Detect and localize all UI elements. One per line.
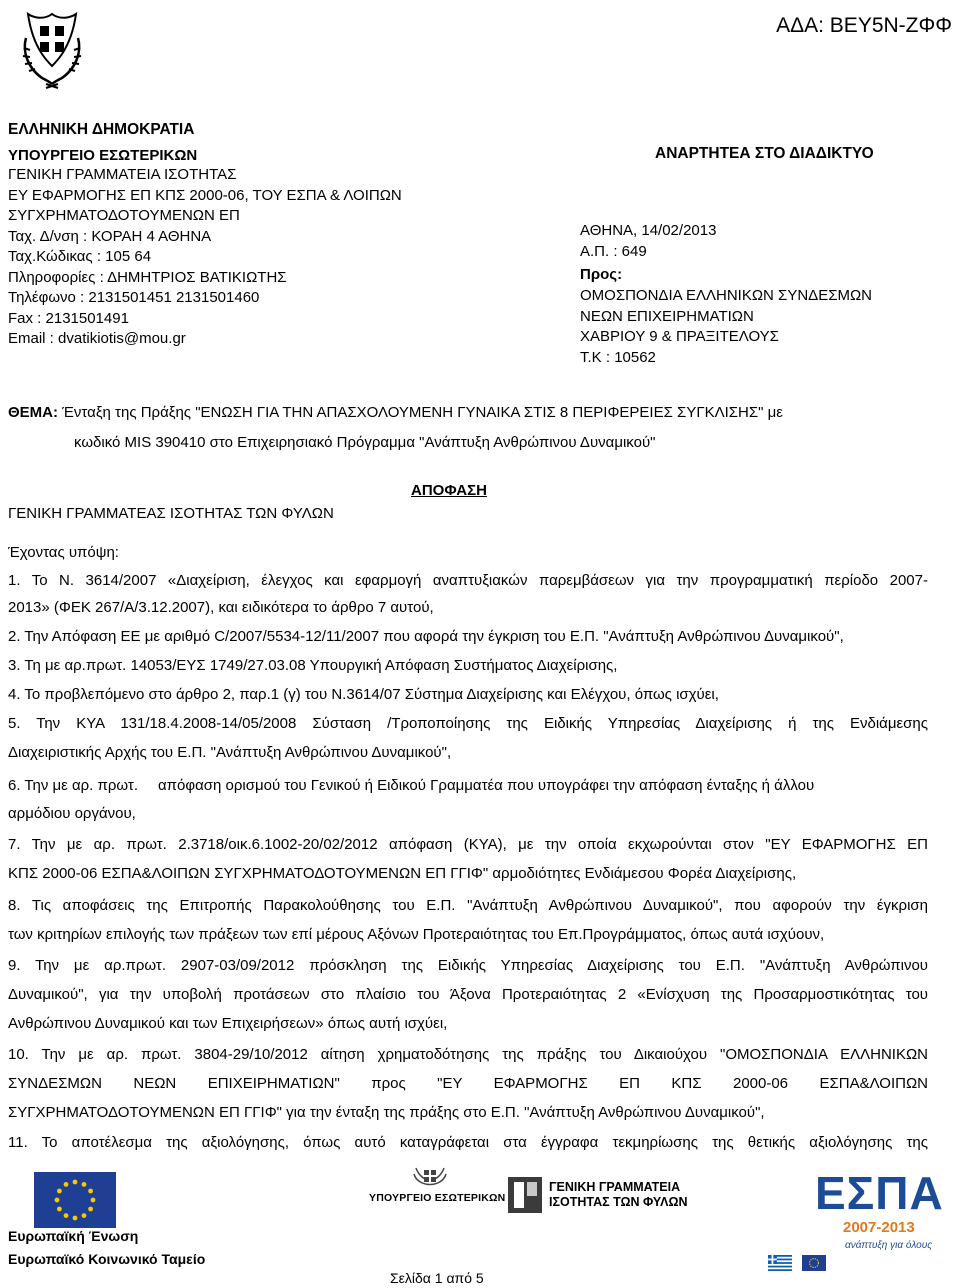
ministry-title: ΥΠΟΥΡΓΕΙΟ ΕΣΩΤΕΡΙΚΩΝ bbox=[8, 147, 198, 164]
list-item: ΚΠΣ 2000-06 ΕΣΠΑ&ΛΟΙΠΩΝ ΣΥΓΧΡΗΜΑΤΟΔΟΤΟΥΜΕΝΩΝ ΕΠ ΓΓΙΦ" αρμοδιότητες Ενδιάμεσου Φορέα Διαχείρισης, bbox=[8, 865, 797, 882]
list-item: 5. Την ΚΥΑ 131/18.4.2008-14/05/2008 Σύσταση /Τροποποίησης της Ειδικής Υπηρεσίας Διαχείρισης ή της Ενδιάμεσης bbox=[8, 715, 928, 732]
greek-flag-icon bbox=[768, 1255, 792, 1271]
greek-emblem-icon bbox=[20, 8, 84, 92]
subject-line-1 bbox=[8, 404, 783, 421]
list-item: 9. Την με αρ.πρωτ. 2907-03/09/2012 πρόσκληση της Ειδικής Υπηρεσίας Διαχείρισης του Ε.Π. "Ανάπτυξη Ανθρώπινου bbox=[8, 957, 928, 974]
list-item: 3. Τη με αρ.πρωτ. 14053/ΕΥΣ 1749/27.03.08 Υπουργική Απόφαση Συστήματος Διαχείρισης, bbox=[8, 657, 618, 674]
recipient-line: ΧΑΒΡΙΟΥ 9 & ΠΡΑΞΙΤΕΛΟΥΣ bbox=[580, 328, 779, 345]
post-notice: ΑΝΑΡΤΗΤΕΑ ΣΤΟ ΔΙΑΔΙΚΤΥΟ bbox=[655, 145, 874, 162]
list-item: Δυναμικού", για την υποβολή προτάσεων στο πλαίσιο του Άξονα Προτεραιότητας 2 «Ενίσχυση της Προσαρμοστικότητας του bbox=[8, 986, 928, 1003]
list-item: 2. Την Απόφαση ΕΕ με αριθμό C/2007/5534-12/11/2007 που αφορά την έγκριση του Ε.Π. "Ανάπτυξη Ανθρώπινου Δυναμικού", bbox=[8, 628, 844, 645]
list-item: αρμόδιου οργάνου, bbox=[8, 805, 136, 822]
esf-label: Ευρωπαϊκό Κοινωνικό Ταμείο bbox=[8, 1251, 206, 1267]
list-item: 1. Το Ν. 3614/2007 «Διαχείριση, έλεγχος και εφαρμογή αναπτυξιακών παρεμβάσεων για την προγραμματική περίοδο 2007- bbox=[8, 572, 928, 589]
protocol-number: Α.Π. : 649 bbox=[580, 243, 647, 260]
list-item: ΣΥΓΧΡΗΜΑΤΟΔΟΤΟΥΜΕΝΩΝ ΕΠ ΓΓΙΦ" για την ένταξη της πράξης στο Ε.Π. "Ανάπτυξη Ανθρώπινου Δυναμικού", bbox=[8, 1104, 765, 1121]
list-item: Ανθρώπινου Δυναμικού και των Επιχειρήσεων» όπως αυτή ισχύει, bbox=[8, 1015, 448, 1032]
gender-equality-line: ΙΣΟΤΗΤΑΣ ΤΩΝ ΦΥΛΩΝ bbox=[549, 1195, 688, 1209]
list-item-6 bbox=[8, 777, 814, 794]
espa-slogan: ανάπτυξη για όλους bbox=[845, 1240, 933, 1251]
espa-logo: ΕΣΠΑ bbox=[815, 1167, 944, 1219]
list-item-text: απόφαση ορισμού του Γενικού ή Ειδικού Γραμματέα που υπογράφει την απόφαση ένταξης ή άλλου bbox=[158, 777, 815, 794]
list-item: 11. Το αποτέλεσμα της αξιολόγησης, όπως αυτό καταγράφεται στα έγγραφα τεκμηρίωσης της θετικής αξιολόγησης της bbox=[8, 1134, 928, 1151]
list-item: 7. Την με αρ. πρωτ. 2.3718/οικ.6.1002-20/02/2012 απόφαση (ΚΥΑ), με την οποία εκχωρούνται στον "ΕΥ ΕΦΑΡΜΟΓΗΣ ΕΠ bbox=[8, 836, 928, 853]
sender-line: ΕΥ ΕΦΑΡΜΟΓΗΣ ΕΠ ΚΠΣ 2000-06, ΤΟΥ ΕΣΠΑ & ΛΟΙΠΩΝ bbox=[8, 186, 402, 204]
sender-line: Πληροφορίες : ΔΗΜΗΤΡΙΟΣ ΒΑΤΙΚΙΩΤΗΣ bbox=[8, 268, 287, 286]
subject-label: ΘΕΜΑ: bbox=[8, 404, 58, 421]
sender-line: Τηλέφωνο : 2131501451 2131501460 bbox=[8, 289, 260, 306]
list-item: των κριτηρίων επιλογής των πράξεων των επί μέρους Αξόνων Προτεραιότητας του Επ.Προγράμματος, όπως αυτά ισχύουν, bbox=[8, 926, 825, 943]
list-item-number: 6. Την με αρ. πρωτ. bbox=[8, 777, 138, 794]
secretary-title: ΓΕΝΙΚΗ ΓΡΑΜΜΑΤΕΑΣ ΙΣΟΤΗΤΑΣ ΤΩΝ ΦΥΛΩΝ bbox=[8, 505, 334, 522]
ministry-logo-text: ΥΠΟΥΡΓΕΙΟ ΕΣΩΤΕΡΙΚΩΝ bbox=[369, 1192, 506, 1204]
ada-code: ΑΔΑ: ΒΕΥ5Ν-ΖΦΦ bbox=[776, 14, 952, 37]
eu-small-flag-icon bbox=[802, 1255, 826, 1271]
eu-flag-icon bbox=[34, 1172, 116, 1228]
list-item: 10. Την με αρ. πρωτ. 3804-29/10/2012 αίτηση χρηματοδότησης της πράξης του Δικαιούχου "ΟΜΟΣΠΟΝΔΙΑ ΕΛΛΗΝΙΚΩΝ bbox=[8, 1046, 928, 1063]
recipient-block bbox=[580, 286, 872, 368]
recipient-line: ΝΕΩΝ ΕΠΙΧΕΙΡΗΜΑΤΙΩΝ bbox=[580, 307, 754, 325]
page-number: Σελίδα 1 από 5 bbox=[390, 1270, 484, 1286]
decision-title: ΑΠΟΦΑΣΗ bbox=[411, 482, 487, 499]
recipient-line: ΟΜΟΣΠΟΝΔΙΑ ΕΛΛΗΝΙΚΩΝ ΣΥΝΔΕΣΜΩΝ bbox=[580, 287, 873, 304]
recipient-line: Τ.Κ : 10562 bbox=[580, 348, 656, 366]
date: ΑΘΗΝΑ, 14/02/2013 bbox=[580, 222, 717, 239]
list-item: 8. Τις αποφάσεις της Επιτροπής Παρακολούθησης του Ε.Π. "Ανάπτυξη Ανθρώπινου Δυναμικού", που αφορούν την έγκριση bbox=[8, 897, 928, 914]
list-item: Διαχειριστικής Αρχής του Ε.Π. "Ανάπτυξη Ανθρώπινου Δυναμικού", bbox=[8, 744, 452, 761]
sender-line: Email : dvatikiotis@mou.gr bbox=[8, 330, 186, 347]
sender-line: ΓΕΝΙΚΗ ΓΡΑΜΜΑΤΕΙΑ ΙΣΟΤΗΤΑΣ bbox=[8, 166, 237, 183]
sender-block bbox=[8, 165, 402, 350]
sender-line: Fax : 2131501491 bbox=[8, 309, 129, 327]
espa-years: 2007-2013 bbox=[843, 1219, 915, 1236]
sender-line: Ταχ.Κώδικας : 105 64 bbox=[8, 248, 152, 265]
gender-equality-logo-text bbox=[549, 1180, 688, 1210]
list-item: ΣΥΝΔΕΣΜΩΝ ΝΕΩΝ ΕΠΙΧΕΙΡΗΜΑΤΙΩΝ" προς "ΕΥ ΕΦΑΡΜΟΓΗΣ ΕΠ ΚΠΣ 2000-06 ΕΣΠΑ&ΛΟΙΠΩΝ bbox=[8, 1075, 928, 1092]
list-item: 4. Το προβλεπόμενο στο άρθρο 2, παρ.1 (γ) του Ν.3614/07 Σύστημα Διαχείρισης και Ελέγχου, όπως ισχύει, bbox=[8, 686, 719, 703]
eu-label: Ευρωπαϊκή Ένωση bbox=[8, 1228, 139, 1244]
gender-equality-logo-icon bbox=[508, 1177, 542, 1213]
ministry-emblem-icon bbox=[410, 1164, 450, 1192]
having-regard: Έχοντας υπόψη: bbox=[8, 544, 119, 561]
sender-line: ΣΥΓΧΡΗΜΑΤΟΔΟΤΟΥΜΕΝΩΝ ΕΠ bbox=[8, 207, 240, 224]
subject-line-2: κωδικό MIS 390410 στο Επιχειρησιακό Πρόγραμμα "Ανάπτυξη Ανθρώπινου Δυναμικού" bbox=[74, 434, 656, 451]
to-label: Προς: bbox=[580, 266, 623, 283]
gender-equality-line: ΓΕΝΙΚΗ ΓΡΑΜΜΑΤΕΙΑ bbox=[549, 1180, 681, 1194]
list-item: 2013» (ΦΕΚ 267/Α/3.12.2007), και ειδικότερα το άρθρο 7 αυτού, bbox=[8, 599, 434, 616]
sender-line: Ταχ. Δ/νση : ΚΟΡΑΗ 4 ΑΘΗΝΑ bbox=[8, 227, 212, 245]
subject-text: Ένταξη της Πράξης "ΕΝΩΣΗ ΓΙΑ ΤΗΝ ΑΠΑΣΧΟΛΟΥΜΕΝΗ ΓΥΝΑΙΚΑ ΣΤΙΣ 8 ΠΕΡΙΦΕΡΕΙΕΣ ΣΥΓΚΛΙΣΗΣ" με bbox=[62, 404, 783, 421]
republic-title: ΕΛΛΗΝΙΚΗ ΔΗΜΟΚΡΑΤΙΑ bbox=[8, 121, 195, 138]
